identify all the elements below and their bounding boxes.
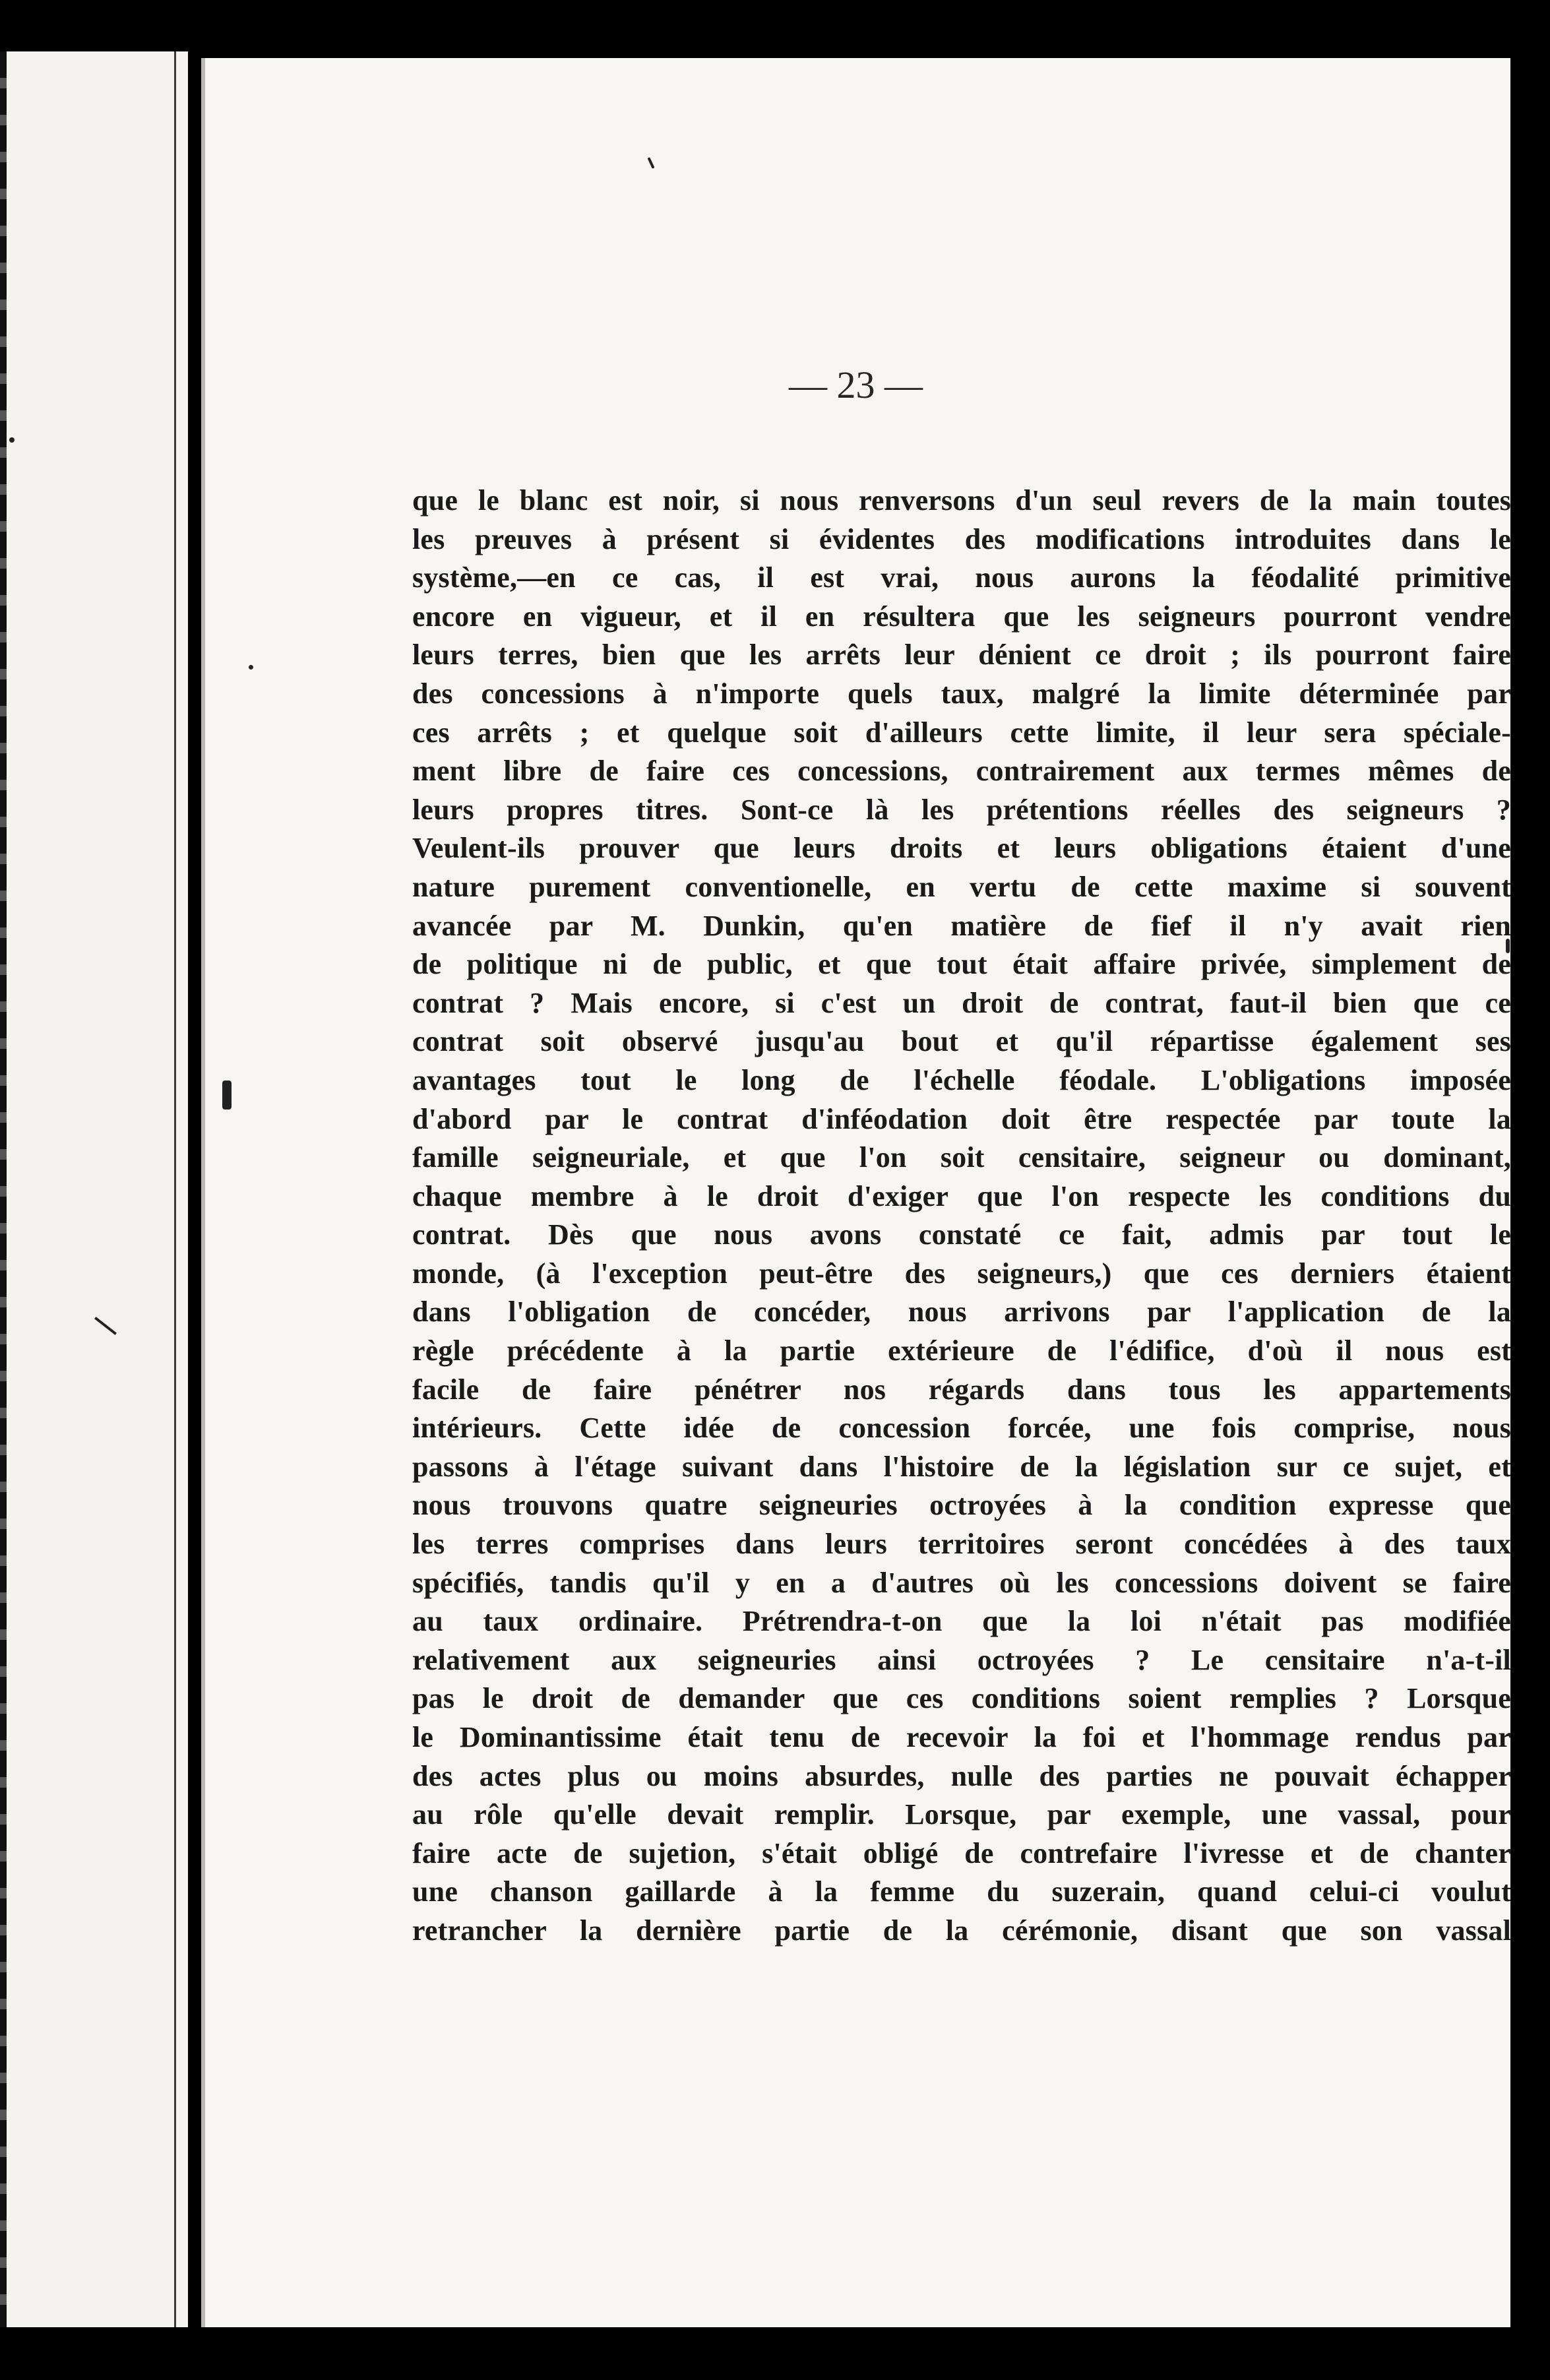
- scan-speck: [249, 665, 253, 670]
- text-line: au rôle qu'elle devait remplir. Lorsque, par exemple, une vassal, pour: [412, 1798, 1511, 1831]
- text-line: retrancher la dernière partie de la cérémonie, disant que son vassal: [412, 1914, 1511, 1947]
- text-line: intérieurs. Cette idée de concession forcée, une fois comprise, nous: [412, 1412, 1511, 1445]
- text-line: au taux ordinaire. Prétrendra-t-on que la loi n'était pas modifiée: [412, 1605, 1511, 1638]
- text-line: des concessions à n'importe quels taux, malgré la limite déterminée par: [412, 677, 1511, 710]
- text-line: contrat soit observé jusqu'au bout et qu'il répartisse également ses: [412, 1025, 1511, 1058]
- text-line: système,—en ce cas, il est vrai, nous aurons la féodalité primitive: [412, 561, 1511, 594]
- text-line: d'abord par le contrat d'inféodation doit être respectée par toute la: [412, 1102, 1511, 1135]
- text-line: relativement aux seigneuries ainsi octroyées ? Le censitaire n'a-t-il: [412, 1643, 1511, 1676]
- text-line: facile de faire pénétrer nos régards dans tous les appartements: [412, 1373, 1511, 1406]
- text-line: monde, (à l'exception peut-être des seigneurs,) que ces derniers étaient: [412, 1257, 1511, 1290]
- body-text: [412, 482, 1511, 1951]
- text-line: de politique ni de public, et que tout était affaire privée, simplement de: [412, 948, 1511, 981]
- text-line: avancée par M. Dunkin, qu'en matière de fief il n'y avait rien: [412, 909, 1511, 942]
- text-line: que le blanc est noir, si nous renversons d'un seul revers de la main toutes: [412, 484, 1511, 517]
- page-number: — 23 —: [789, 363, 923, 406]
- text-line: une chanson gaillarde à la femme du suzerain, quand celui-ci voulut: [412, 1875, 1511, 1908]
- text-line: ces arrêts ; et quelque soit d'ailleurs cette limite, il leur sera spéciale-: [412, 716, 1511, 749]
- text-line: dans l'obligation de concéder, nous arrivons par l'application de la: [412, 1296, 1511, 1329]
- page-edge: [0, 51, 7, 2327]
- text-line: des actes plus ou moins absurdes, nulle des parties ne pouvait échapper: [412, 1759, 1511, 1792]
- text-line: pas le droit de demander que ces conditions soient remplies ? Lorsque: [412, 1682, 1511, 1715]
- text-line: nous trouvons quatre seigneuries octroyées à la condition expresse que: [412, 1489, 1511, 1522]
- scan-mark: [94, 1317, 117, 1335]
- text-line: chaque membre à le droit d'exiger que l'on respecte les conditions du: [412, 1179, 1511, 1212]
- text-line: leurs propres titres. Sont-ce là les prétentions réelles des seigneurs ?: [412, 793, 1511, 826]
- adjacent-page-strip: [0, 51, 188, 2327]
- text-line: Veulent-ils prouver que leurs droits et leurs obligations étaient d'une: [412, 832, 1511, 865]
- text-line: nature purement conventionelle, en vertu de cette maxime si souvent: [412, 870, 1511, 903]
- text-line: leurs terres, bien que les arrêts leur dénient ce droit ; ils pourront faire: [412, 639, 1511, 672]
- text-line: contrat. Dès que nous avons constaté ce fait, admis par tout le: [412, 1218, 1511, 1251]
- text-line: encore en vigueur, et il en résultera que les seigneurs pourront vendre: [412, 600, 1511, 633]
- scan-mark: [9, 437, 15, 443]
- scan-speck: [222, 1080, 232, 1110]
- text-line: règle précédente à la partie extérieure de l'édifice, d'où il nous est: [412, 1334, 1511, 1367]
- document-page: [201, 58, 1510, 2327]
- text-line: faire acte de sujetion, s'était obligé de contrefaire l'ivresse et de chanter: [412, 1836, 1511, 1869]
- text-line: les preuves à présent si évidentes des modifications introduites dans le: [412, 522, 1511, 555]
- text-line: ment libre de faire ces concessions, contrairement aux termes mêmes de: [412, 755, 1511, 788]
- text-line: spécifiés, tandis qu'il y en a d'autres où les concessions doivent se faire: [412, 1566, 1511, 1599]
- binding-rule: [174, 51, 176, 2327]
- text-line: les terres comprises dans leurs territoires seront concédées à des taux: [412, 1528, 1511, 1561]
- text-line: famille seigneuriale, et que l'on soit censitaire, seigneur ou dominant,: [412, 1141, 1511, 1174]
- scan-speck: [647, 157, 654, 169]
- text-line: avantages tout le long de l'échelle féodale. L'obligations imposée: [412, 1063, 1511, 1096]
- text-line: passons à l'étage suivant dans l'histoire de la législation sur ce sujet, et: [412, 1450, 1511, 1483]
- text-line: contrat ? Mais encore, si c'est un droit de contrat, faut-il bien que ce: [412, 986, 1511, 1019]
- text-line: le Dominantissime était tenu de recevoir la foi et l'hommage rendus par: [412, 1721, 1511, 1753]
